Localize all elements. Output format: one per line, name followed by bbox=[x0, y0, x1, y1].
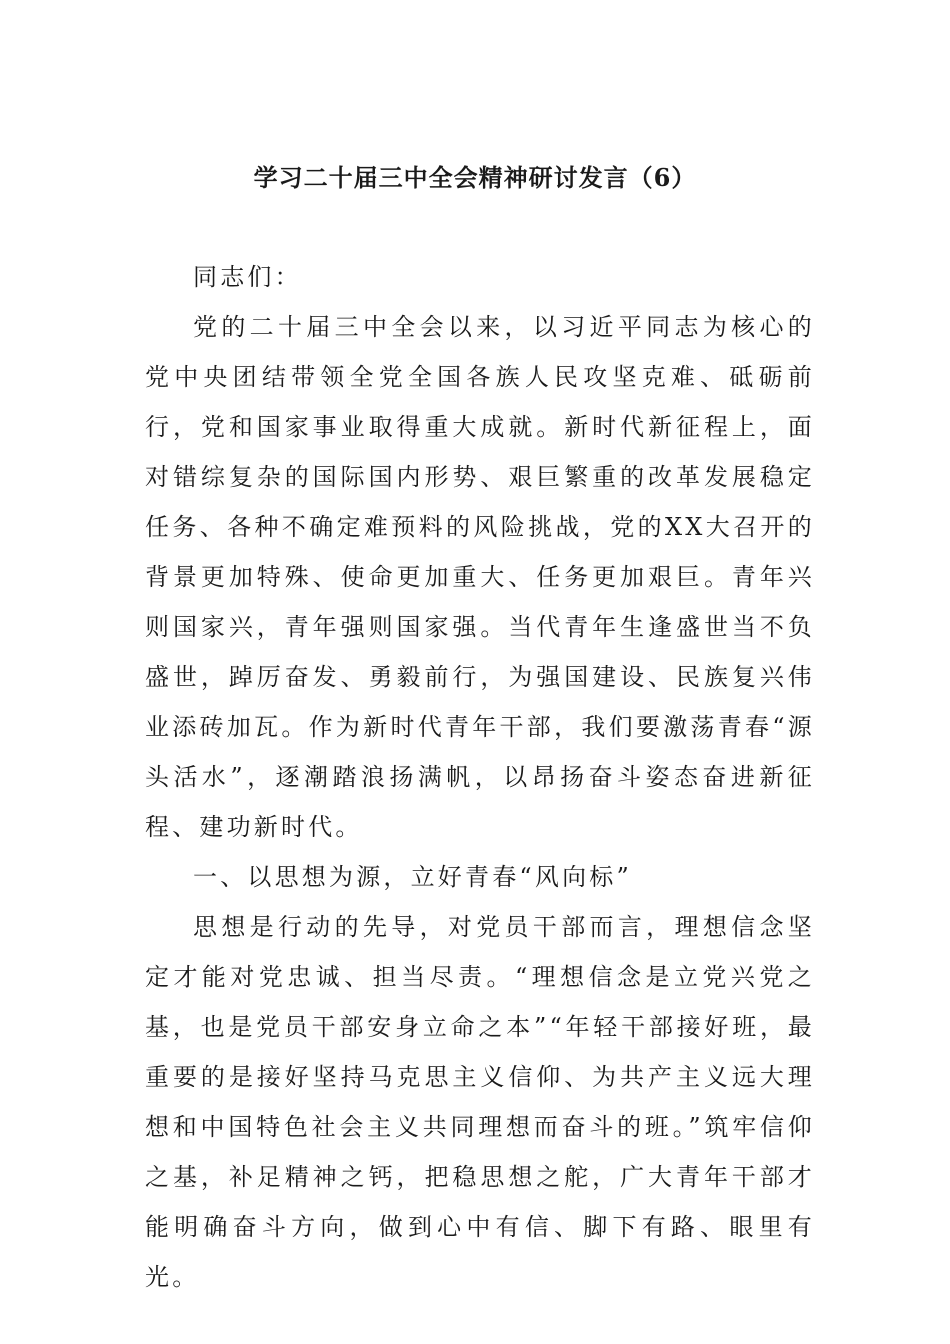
intro-paragraph: 党的二十届三中全会以来，以习近平同志为核心的党中央团结带领全党全国各族人民攻坚克难、砥砺前行，党和国家事业取得重大成就。新时代新征程上，面对错综复杂的国际国内形势、艰巨繁重的改革发展稳定任务、各种不确定难预料的风险挑战，党的XX大召开的背景更加特殊、使命更加重大、任务更加艰巨。青年兴则国家兴，青年强则国家强。当代青年生逢盛世当不负盛世，踔厉奋发、勇毅前行，为强国建设、民族复兴伟业添砖加瓦。作为新时代青年干部，我们要激荡青春“源头活水”，逐潮踏浪扬满帆，以昂扬奋斗姿态奋进新征程、建功新时代。 bbox=[145, 313, 815, 841]
document-body bbox=[145, 252, 815, 1302]
section-heading-1: 一、以思想为源，立好青春“风向标” bbox=[193, 863, 632, 891]
document-title: 学习二十届三中全会精神研讨发言（6） bbox=[253, 163, 697, 192]
section-1-paragraph: 思想是行动的先导，对党员干部而言，理想信念坚定才能对党忠诚、担当尽责。“理想信念是立党兴党之基，也是党员干部安身立命之本”“年轻干部接好班，最重要的是接好坚持马克思主义信仰、为共产主义远大理想和中国特色社会主义共同理想而奋斗的班。”筑牢信仰之基，补足精神之钙，把稳思想之舵，广大青年干部才能明确奋斗方向，做到心中有信、脚下有路、眼里有光。 bbox=[145, 913, 815, 1291]
greeting-paragraph: 同志们： bbox=[193, 263, 302, 291]
